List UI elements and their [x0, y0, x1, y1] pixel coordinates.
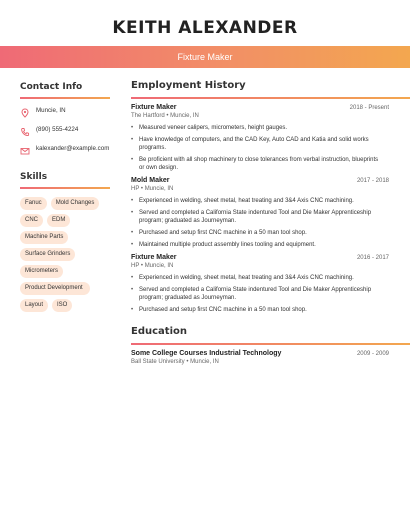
job-entry [131, 254, 410, 314]
separator-dot: • [186, 359, 189, 365]
education-section-title: Education [131, 326, 187, 337]
job-dates: 2017 - 2018 [356, 178, 389, 184]
skill-chip: Layout [20, 299, 48, 312]
location-pin-icon [20, 108, 30, 118]
job-location: Muncie, IN [144, 263, 174, 269]
job-bullets [131, 124, 384, 172]
job-company: HP [131, 186, 140, 192]
contact-divider [20, 97, 110, 99]
education-location: Muncie, IN [190, 359, 219, 365]
job-bullets [131, 274, 384, 314]
envelope-icon [20, 146, 30, 156]
job-bullet: • Served and completed a California State indentured Tool and Die Maker Apprenticeship program; graduated as Journeyman. [139, 209, 384, 225]
job-title: Fixture Maker [131, 254, 177, 261]
skill-chip: Mold Changes [51, 197, 100, 210]
skill-chip: Micrometers [20, 265, 63, 278]
skill-chip: Surface Grinders [20, 248, 75, 261]
job-title: Mold Maker [131, 177, 170, 184]
job-dates: 2016 - 2017 [356, 255, 389, 261]
job-employer [131, 263, 410, 269]
job-title-banner: Fixture Maker [0, 46, 410, 68]
job-entry [131, 177, 410, 249]
job-bullet: • Measured veneer calipers, micrometers, height gauges. [139, 124, 384, 132]
job-dates: 2018 - Present [349, 105, 389, 111]
job-entry [131, 104, 410, 172]
candidate-name: KEITH ALEXANDER [112, 18, 298, 38]
skills-list [20, 197, 110, 312]
job-bullet: • Served and completed a California State indentured Tool and Die Maker Apprenticeship program; graduated as Journeyman. [139, 286, 384, 302]
job-bullet: • Have knowledge of computers, and the CAD Key, Auto CAD and Katia and solid works programs. [139, 136, 384, 152]
contact-phone [20, 126, 110, 137]
job-company: The Hartford [131, 113, 165, 119]
contact-email [20, 145, 110, 156]
job-location: Muncie, IN [170, 113, 199, 119]
skills-divider [20, 187, 110, 189]
job-header [131, 104, 410, 111]
job-bullet: • Purchased and setup first CNC machine in a 50 man tool shop. [139, 306, 384, 314]
left-column [20, 82, 110, 312]
job-employer [131, 113, 410, 119]
separator-dot: • [140, 263, 144, 269]
skill-chip: Fanuc [20, 197, 47, 210]
skill-chip: Machine Parts [20, 231, 68, 244]
phone-text: (890) 555-4224 [36, 126, 79, 133]
skills-section-title: Skills [20, 172, 48, 182]
separator-dot: • [166, 113, 169, 119]
right-column [131, 80, 410, 365]
skill-chip: ISO [52, 299, 72, 312]
education-school-line [131, 359, 410, 365]
skill-chip: Product Development [20, 282, 90, 295]
job-location: Muncie, IN [144, 186, 174, 192]
education-divider [131, 343, 410, 345]
education-school: Ball State University [131, 359, 185, 365]
contact-list [20, 107, 110, 156]
education-entry [131, 350, 410, 365]
skill-chip: EDM [47, 214, 70, 227]
employment-divider [131, 97, 410, 99]
job-company: HP [131, 263, 140, 269]
phone-icon [20, 127, 30, 137]
skill-chip: CNC [20, 214, 43, 227]
job-header [131, 254, 410, 261]
education-degree: Some College Courses Industrial Technology [131, 350, 282, 357]
job-bullet: • Experienced in welding, sheet metal, heat treating and 3&4 Axis CNC machining. [139, 197, 384, 205]
email-text: kalexander@example.com [36, 145, 110, 152]
location-text: Muncie, IN [36, 107, 66, 114]
employment-section-title: Employment History [131, 80, 246, 91]
job-bullet: • Purchased and setup first CNC machine in a 50 man tool shop. [139, 229, 384, 237]
separator-dot: • [140, 186, 144, 192]
job-bullets [131, 197, 384, 249]
contact-section-title: Contact Info [20, 82, 83, 92]
job-title: Fixture Maker [131, 104, 177, 111]
education-dates: 2009 - 2009 [356, 351, 389, 357]
job-bullet: • Experienced in welding, sheet metal, heat treating and 3&4 Axis CNC machining. [139, 274, 384, 282]
education-header [131, 350, 410, 357]
job-header [131, 177, 410, 184]
job-bullet: • Be proficient with all shop machinery to close tolerances from verbal instruction, blueprints or own design. [139, 156, 384, 172]
job-bullet: • Maintained multiple product assembly lines tooling and equipment. [139, 241, 384, 249]
contact-location [20, 107, 110, 118]
job-employer [131, 186, 410, 192]
